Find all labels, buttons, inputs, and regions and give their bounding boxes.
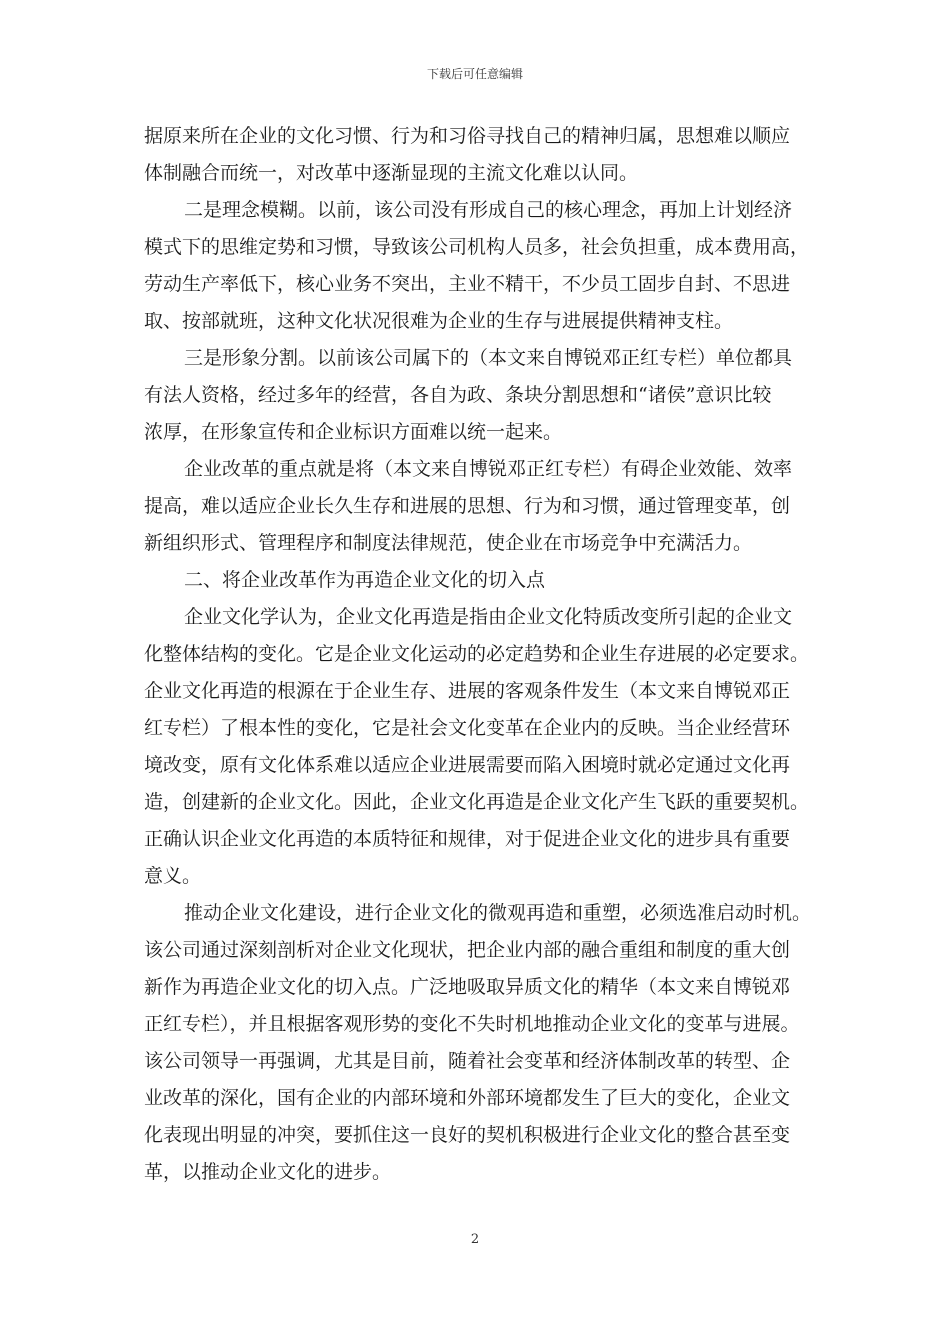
- paragraph-start-line: 推动企业文化建设，进行企业文化的微观再造和重塑，必须选准启动时机。: [184, 902, 812, 924]
- text-line: 提高，难以适应企业长久生存和进展的思想、行为和习惯，通过管理变革，创: [144, 495, 791, 517]
- text-line: 劳动生产率低下，核心业务不突出，主业不精干，不少员工固步自封、不思进: [144, 273, 791, 295]
- paragraph-start-line: 企业文化学认为，企业文化再造是指由企业文化特质改变所引起的企业文: [184, 606, 793, 628]
- section-heading: 二、将企业改革作为再造企业文化的切入点: [184, 569, 546, 591]
- text-line: 正红专栏），并且根据客观形势的变化不失时机地推动企业文化的变革与进展。: [144, 1013, 800, 1035]
- text-line: 据原来所在企业的文化习惯、行为和习俗寻找自己的精神归属，思想难以顺应: [144, 125, 791, 147]
- text-line: 浓厚，在形象宣传和企业标识方面难以统一起来。: [144, 421, 563, 443]
- text-line: 新作为再造企业文化的切入点。广泛地吸取异质文化的精华（本文来自博锐邓: [144, 976, 791, 998]
- text-line: 该公司通过深刻剖析对企业文化现状，把企业内部的融合重组和制度的重大创: [144, 939, 791, 961]
- paragraph-start-line: 企业改革的重点就是将（本文来自博锐邓正红专栏）有碍企业效能、效率: [184, 458, 793, 480]
- page-header: 下载后可任意编辑: [426, 67, 523, 81]
- text-line: 模式下的思维定势和习惯，导致该公司机构人员多，社会负担重，成本费用高，: [144, 236, 810, 258]
- text-line: 该公司领导一再强调，尤其是目前，随着社会变革和经济体制改革的转型、企: [144, 1050, 791, 1072]
- text-line: 取、按部就班，这种文化状况很难为企业的生存与进展提供精神支柱。: [144, 310, 734, 332]
- text-line: 境改变，原有文化体系难以适应企业进展需要而陷入困境时就必定通过文化再: [144, 754, 791, 776]
- text-line: 化表现出明显的冲突，要抓住这一良好的契机积极进行企业文化的整合甚至变: [144, 1124, 791, 1146]
- text-line: 革，以推动企业文化的进步。: [144, 1161, 392, 1183]
- text-line: 企业文化再造的根源在于企业生存、进展的客观条件发生（本文来自博锐邓正: [144, 680, 791, 702]
- paragraph-start-line: 三是形象分割。以前该公司属下的（本文来自博锐邓正红专栏）单位都具: [184, 347, 793, 369]
- paragraph-start-line: 二是理念模糊。以前，该公司没有形成自己的核心理念，再加上计划经济: [184, 199, 793, 221]
- text-line: 正确认识企业文化再造的本质特征和规律，对于促进企业文化的进步具有重要: [144, 828, 791, 850]
- text-line: 造，创建新的企业文化。因此，企业文化再造是企业文化产生飞跃的重要契机。: [144, 791, 810, 813]
- text-line: 有法人资格，经过多年的经营，各自为政、条块分割思想和“诸侯”意识比较: [144, 384, 772, 406]
- document-body: [144, 118, 810, 1191]
- text-line: 意义。: [144, 865, 202, 887]
- text-line: 红专栏）了根本性的变化，它是社会文化变革在企业内的反映。当企业经营环: [144, 717, 791, 739]
- text-line: 新组织形式、管理程序和制度法律规范，使企业在市场竞争中充满活力。: [144, 532, 753, 554]
- text-line: 化整体结构的变化。它是企业文化运动的必定趋势和企业生存进展的必定要求。: [144, 643, 810, 665]
- text-line: 业改革的深化，国有企业的内部环境和外部环境都发生了巨大的变化，企业文: [144, 1087, 791, 1109]
- page-number: 2: [470, 1232, 480, 1247]
- text-line: 体制融合而统一，对改革中逐渐显现的主流文化难以认同。: [144, 162, 639, 184]
